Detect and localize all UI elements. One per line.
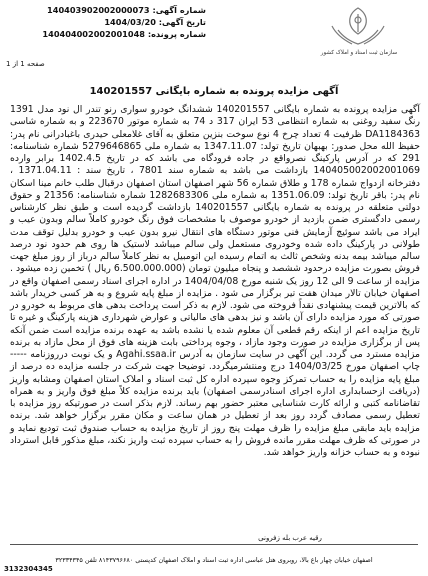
page-indicator: صفحه 1 از 1: [6, 60, 45, 68]
registration-organization-logo-icon: [318, 4, 398, 50]
file-number: شماره پرونده: 140404002002001048: [42, 29, 206, 39]
footer-code: 3132304345: [4, 565, 53, 573]
signature-name: رقیه عرب بله زفرونی: [258, 534, 322, 542]
notice-header-info: [6, 4, 206, 40]
notice-date: تاریخ آگهی: 1404/03/20: [104, 17, 206, 27]
logo-caption: سازمان ثبت اسناد و املاک کشور: [320, 50, 398, 56]
notice-number: شماره آگهی: 140403902002000073: [47, 5, 206, 15]
notice-body-paragraph: آگهی مزایده پرونده به شماره بایگانی 140201557 ششدانگ خودرو سواری رنو تندر ال نود مدل 1391 رنگ سفید روغنی به شماره انتظامی 53 ایران 317 د 74 به شماره موتور 223670 و به شماره شاسی DA1184363 ظرفیت 4 تعداد چرخ 4 نوع سوخت بنزین متعلق به آقای غلامعلی حیدری باغبادرانی نام پدر: حفیظ الله محل صدور: بهبهان تاریخ تولد: 1347.11.07 به شماره ملی 5279646865 شماره شناسنامه: 291 که در آدرس پارکینگ نصرواقع در جاده فرودگاه می باشد که در تاریخ 1402.4.5 برابر وارده 140405002002001069 بازداشت می باشد به شماره سند 7801 ، تاریخ سند : 1371.04.11 ، دفترخانه ازدواج شماره 178 و طلاق شماره 56 شهر اصفهان استان اصفهان درقبال طلب خانم مینا اسکان نام پدر: باقر تاریخ تولد: 1351.06.09 به شماره ملی 1282683306 شماره شناسنامه: 21356 و حقوق دولتی متعلقه در پرونده به شماره بایگانی 140201557 بازداشت گردیده است و طبق نظر کارشناس رسمی دادگستری ضمن بازدید از خودرو موصوف با مشخصات فوق رنگ خودرو کاملاً سالم وبدون عیب و ایراد می باشد سوئیچ آزمایش فنی موتور دستگاه های انتقال نیرو بدون عیب و خودرو بدلیل توقف مدت طولانی در پارکینگ داده شده وخودروی مستعمل ولی سالم میباشد لاستیک ها روی هم حدود نود درصد سالم میباشد بیمه بدنه وشخص ثالث به اتمام رسیده این اتومبیل به نظر کاملاً سالم درباز از روز مبلغ جهت فروش بصورت مزایده درحدود ششصد و پنجاه میلیون تومان (6.500.000.000 ریال ) تخمین زده میشود . مزایده از ساعت 9 الی 12 روز یک شنبه مورخ 1404/04/08 در اداره اجرای اسناد رسمی اصفهان واقع در اصفهان خیابان تالار میدان هفت تیر برگزار می شود . مزایده از مبلغ پایه شروع و به هر کسی خریدار باشد که بالاترین قیمت پیشنهادی نقداً فروخته می شود. لازم به ذکر است پرداخت بدهی های مربوط به خودرو در صورتی که مورد مزایده دارای آن باشد و نیز بدهی های مالیاتی و عوارض شهرداری هزینه پارکینگ و غیره تا تاریخ مزایده اعم از اینکه رقم قطعی آن معلوم شده یا نشده باشد به عهده برنده مزایده است ضمن آنکه پس از برگزاری مزایده در صورت وجود مازاد ، وجوه پرداختی بابت هزینه های فوق از محل مازاد به برنده مزایده مسترد می گردد. این آگهی در سایت سازمان به آدرس Agahi.ssaa.ir و یک نوبت درروزنامه ----- چاپ اصفهان مورخ 1404/03/25 درج ومنتشرمیگردد. توضیحا جهت شرکت در جلسه مزایده ده درصد از مبلغ پایه مزایده را به حساب تمرکز وجوه سپرده اداره کل ثبت اسناد و املاک استان اصفهان ومشابه واریز (دریافت ازحسابداری اداره اجرای اسنادرسمی اصفهان) باید برنده مزایده کلاً مبلغ فوق واریز و به همراه تقاضانامه کتبی و ارائه کارت شناسایی معتبر حضور بهم رساند. لازم بذکر است در صورتیکه روز مزایده با تعطیل رسمی مصادف گردد روز بعد از تعطیل در همان ساعت و مکان مقرر برگزار خواهد شد. برنده مزایده باید مابقی مبلغ مزایده را ظرف مهلت پنج روز از تاریخ مزایده به حساب صندوق ثبت تودیع نماید و در صورتی که ظرف مهلت مقرر مانده فروش را به حساب سپرده ثبت واریز نکند، مبلغ مذکور قابل استرداد نبوده و به حساب خزانه واریز خواهد شد.: [10, 104, 421, 458]
footer-divider: [10, 544, 418, 545]
notice-title: آگهی مزایده پرونده به شماره بایگانی 140201557: [89, 86, 339, 97]
notice-body: [10, 104, 420, 459]
footer-address: اصفهان خیابان چهار باغ بالا، روبروی هتل عباسی اداره ثبت اسناد و املاک اصفهان کدپستی ۸۱۴۳۷۹۶۶۸۰ تلفن ۳۲۳۳۴۳۴۵: [55, 556, 373, 564]
